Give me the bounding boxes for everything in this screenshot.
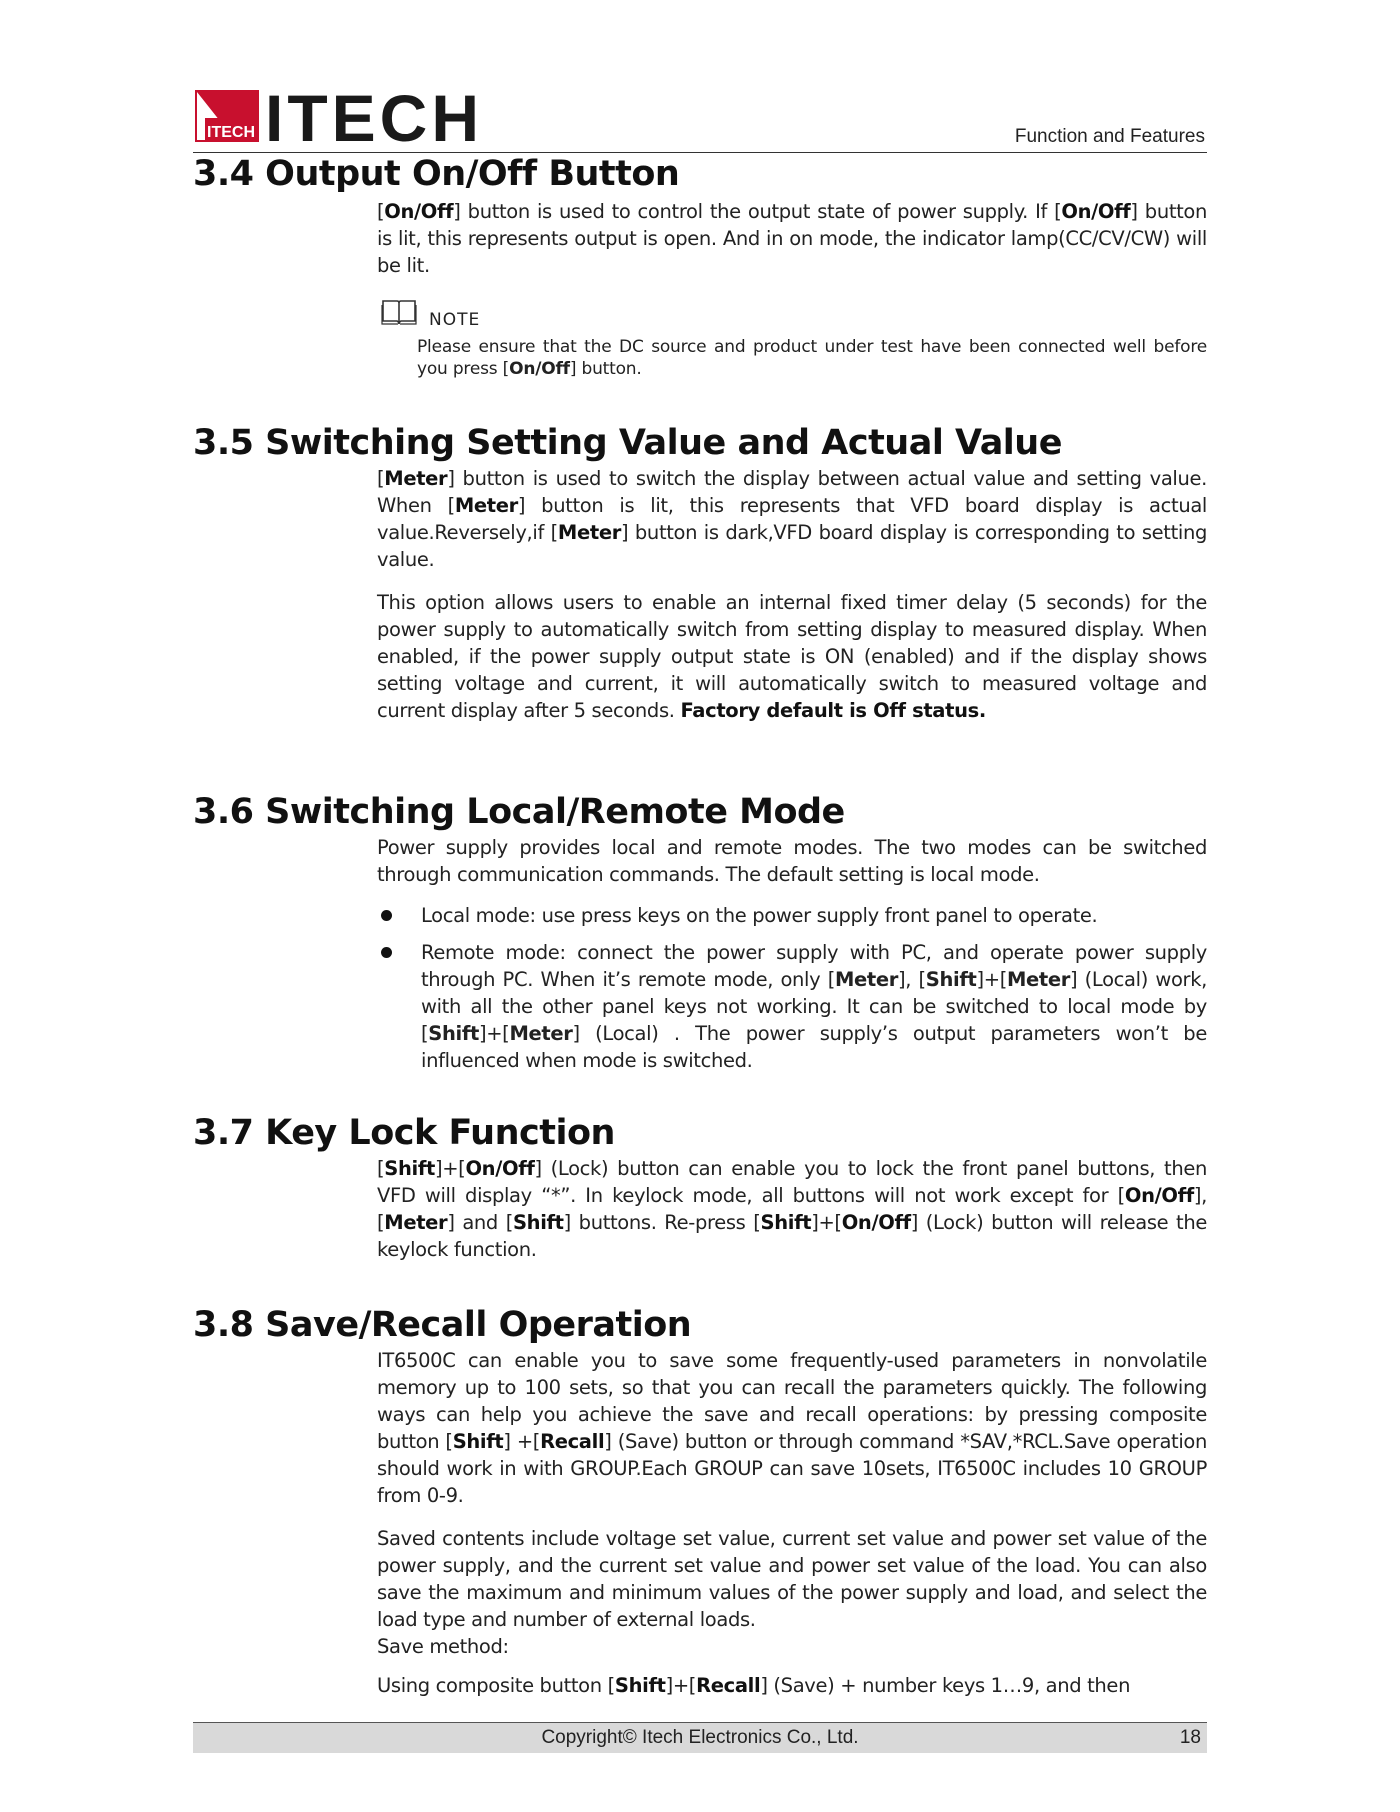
book-icon bbox=[381, 297, 417, 327]
heading-3-8: 3.8 Save/Recall Operation bbox=[193, 1305, 692, 1345]
heading-3-6: 3.6 Switching Local/Remote Mode bbox=[193, 792, 845, 832]
list-item: Local mode: use press keys on the power supply front panel to operate. bbox=[377, 902, 1207, 929]
paragraph-3-5-b: This option allows users to enable an internal fixed timer delay (5 seconds) for the power supply to automatically switch from setting display to measured display. When enabled, if the power supply output state is ON (enabled) and if the display shows setting voltage and current, it will automatically switch to measured voltage and current display after 5 seconds. Factory default is Off status. bbox=[377, 591, 1207, 722]
bullet-dot bbox=[381, 910, 392, 921]
heading-3-7: 3.7 Key Lock Function bbox=[193, 1113, 615, 1153]
itech-logo bbox=[195, 88, 485, 144]
note-text: Please ensure that the DC source and product under test have been connected well before you press [On/Off] button. bbox=[417, 337, 1207, 379]
footer-copyright: Copyright© Itech Electronics Co., Ltd. bbox=[541, 1727, 859, 1748]
page-number: 18 bbox=[1179, 1727, 1201, 1748]
header-section-title: Function and Features bbox=[1014, 126, 1205, 147]
header-rule bbox=[193, 152, 1207, 153]
heading-3-4: 3.4 Output On/Off Button bbox=[193, 154, 680, 194]
footer-bar bbox=[193, 1722, 1207, 1753]
note-label: NOTE bbox=[429, 310, 481, 330]
logo-text: ITECH bbox=[265, 88, 483, 144]
paragraph-3-8-b: Saved contents include voltage set value, current set value and power set value of the power supply, and the current set value and power set value of the load. You can also save the maximum and minimum values of the power supply and load, and select the load type and number of external loads. bbox=[377, 1527, 1207, 1631]
heading-3-5: 3.5 Switching Setting Value and Actual Value bbox=[193, 423, 1062, 463]
list-item: Remote mode: connect the power supply with PC, and operate power supply through PC. When it’s remote mode, only [Meter], [Shift]+[Meter] (Local) work, with all the other panel keys not working. It can be switched to local mode by [Shift]+[Meter] (Local) . The power supply’s output parameters won’t be influenced when mode is switched. bbox=[377, 939, 1207, 1074]
paragraph-3-6: Power supply provides local and remote modes. The two modes can be switched through communication commands. The default setting is local mode. bbox=[377, 836, 1207, 886]
paragraph-3-8-d: Using composite button [Shift]+[Recall] (Save) + number keys 1…9, and then bbox=[377, 1674, 1131, 1697]
paragraph-3-7: [Shift]+[On/Off] (Lock) button can enable you to lock the front panel buttons, then VFD will display “*”. In keylock mode, all buttons will not work except for [On/Off], [Meter] and [Shift] buttons. Re-press [Shift]+[On/Off] (Lock) button will release the keylock function. bbox=[377, 1157, 1207, 1261]
mode-list bbox=[377, 902, 1207, 1084]
paragraph-3-4: [On/Off] button is used to control the output state of power supply. If [On/Off] button is lit, this represents output is open. And in on mode, the indicator lamp(CC/CV/CW) will be lit. bbox=[377, 200, 1208, 277]
logo-small-text: ITECH bbox=[207, 124, 255, 141]
bullet-dot bbox=[381, 947, 392, 958]
paragraph-3-8-c: Save method: bbox=[377, 1635, 509, 1658]
paragraph-3-5-a: [Meter] button is used to switch the display between actual value and setting value. When [Meter] button is lit, this represents that VFD board display is actual value.Reversely,if [Meter] button is dark,VFD board display is corresponding to setting value. bbox=[377, 467, 1207, 571]
paragraph-3-8-a: IT6500C can enable you to save some frequently-used parameters in nonvolatile memory up to 100 sets, so that you can recall the parameters quickly. The following ways can help you achieve the save and recall operations: by pressing composite button [Shift] +[Recall] (Save) button or through command *SAV,*RCL.Save operation should work in with GROUP.Each GROUP can save 10sets, IT6500C includes 10 GROUP from 0-9. bbox=[377, 1349, 1207, 1507]
